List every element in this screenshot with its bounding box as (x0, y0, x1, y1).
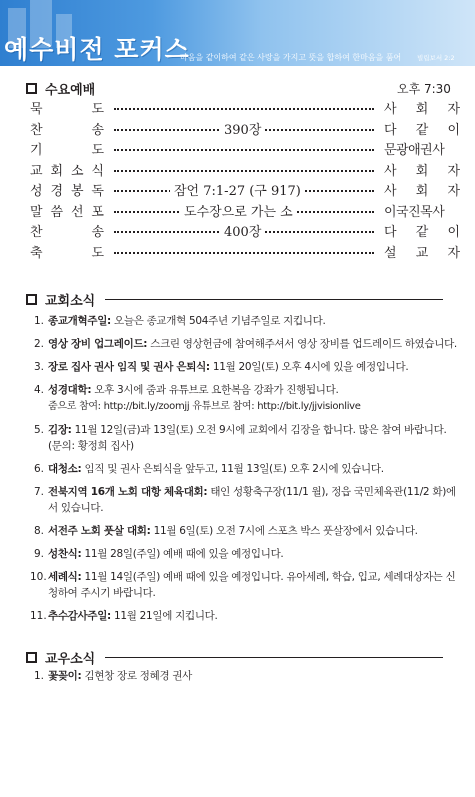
news-item-body: 11월 14일(주일) 예배 때에 있을 예정입니다. 유아세례, 학습, 입교, 세례대상자는 신청하여 주시기 바랍니다. (48, 571, 456, 599)
order-leader-char: 자 (447, 184, 460, 199)
order-item-label (30, 221, 104, 240)
order-leader-char: 회 (415, 184, 429, 199)
order-label-char: 송 (91, 225, 104, 240)
order-item-leader (384, 160, 460, 179)
order-leader-char: 다 (384, 225, 397, 240)
order-leader-char: 이 (447, 122, 460, 138)
worship-order-row (30, 221, 458, 241)
news-item-heading: 추수감사주일: (48, 610, 111, 622)
order-label-char: 도 (91, 143, 104, 158)
news-item-body: 11월 28일(주일) 예배 때에 있을 예정입니다. (81, 548, 284, 560)
worship-order-row (30, 201, 458, 221)
order-leader-char: 자 (447, 163, 460, 179)
member-news-title: 교우소식 (45, 652, 96, 667)
news-item-number: 8. (33, 525, 44, 537)
news-item (30, 668, 462, 684)
news-item-heading: 장로 집사 권사 임직 및 권사 은퇴식: (48, 361, 210, 373)
news-item (30, 461, 462, 477)
dotted-leader (114, 252, 374, 254)
news-item-body: 임직 및 권사 은퇴식을 앞두고, 11월 13일(토) 오후 2시에 있습니다. (81, 463, 384, 475)
news-item-body: 태인 성황축구장(11/1 월), 정읍 국민체육관(11/2 화)에서 있습니다. (48, 486, 456, 514)
order-label-char: 식 (91, 163, 104, 179)
banner-verse-ref: 빌립보서 2:2 (417, 54, 455, 62)
order-label-char: 말 (30, 204, 43, 220)
order-leader-char: 사 (384, 163, 397, 179)
news-item-number: 5. (33, 424, 44, 436)
order-item-label (30, 242, 104, 261)
order-label-char: 기 (30, 143, 43, 158)
dotted-leader (114, 149, 374, 151)
news-item (30, 422, 462, 454)
news-item-number: 1. (33, 315, 44, 327)
news-item-number: 2. (33, 338, 44, 350)
checkbox-square-icon (26, 294, 37, 305)
news-item-text (48, 461, 462, 477)
order-label-char: 축 (30, 245, 43, 261)
order-label-char: 송 (91, 122, 104, 138)
worship-order-row (30, 180, 458, 200)
order-leader-char: 사 (384, 102, 397, 117)
order-item-leader (384, 221, 460, 240)
worship-time: 오후 7:30 (397, 82, 451, 96)
news-item-heading: 종교개혁주일: (48, 315, 111, 327)
order-item-label (30, 180, 104, 199)
news-item-body: 11월 12일(금)과 13일(토) 오전 9시에 교회에서 김장을 합니다. 많은 참여 바랍니다. (문의: 황정희 집사) (48, 424, 447, 452)
divider-line (105, 657, 443, 658)
news-item-body: 11월 21일에 지킵니다. (110, 610, 218, 622)
news-item-text (48, 484, 462, 516)
order-leader-char: 이 (447, 225, 460, 240)
church-news-header (26, 290, 443, 309)
news-item (30, 313, 462, 329)
order-item-leader (384, 180, 460, 199)
news-item-text (48, 422, 462, 454)
news-item (30, 608, 462, 624)
order-leader-char: 같 (415, 225, 429, 240)
news-item-number: 9. (33, 548, 44, 560)
worship-order-row (30, 160, 458, 180)
news-item-text (48, 359, 462, 375)
banner-title: 예수비전 포커스 (4, 35, 190, 64)
order-label-char: 경 (50, 184, 64, 199)
dotted-leader (114, 108, 374, 110)
news-item-number: 3. (33, 361, 44, 373)
order-leader-char: 설 (384, 245, 397, 261)
order-item-label (30, 98, 104, 117)
divider-line (105, 299, 443, 300)
news-item-body: 오후 3시에 줌과 유튜브로 요한복음 강좌가 진행됩니다. (91, 384, 339, 396)
news-item-body: 11월 20일(토) 오후 4시에 있을 예정입니다. (209, 361, 409, 373)
news-item-heading: 서전주 노회 풋살 대회: (48, 525, 151, 537)
order-label-char: 찬 (30, 122, 43, 138)
news-item-text (48, 668, 462, 684)
order-label-char: 도 (91, 102, 104, 117)
news-item-number: 4. (33, 384, 44, 396)
news-item-heading: 김장: (48, 424, 72, 436)
order-leader-char: 다 (384, 122, 397, 138)
news-item (30, 484, 462, 516)
order-item-leader: 이국진목사 (384, 204, 445, 220)
order-leader-char: 자 (447, 245, 460, 261)
news-item-text (48, 313, 462, 329)
news-item-heading: 전북지역 16개 노회 대항 체육대회: (48, 486, 208, 498)
news-item-body: 김현창 장로 정혜경 권사 (81, 670, 193, 682)
news-item-text (48, 523, 462, 539)
church-news-title: 교회소식 (45, 294, 96, 309)
news-item-heading: 꽃꽂이: (48, 670, 82, 682)
checkbox-square-icon (26, 652, 37, 663)
news-item-number: 11. (30, 610, 47, 622)
news-item-text (48, 336, 462, 352)
news-item-body: 스크린 영상헌금에 참여해주셔서 영상 장비를 업드레이드 하였습니다. (147, 338, 457, 350)
news-item (30, 569, 462, 601)
order-label-char: 선 (70, 204, 84, 220)
news-item-links: 줌으로 참여: http://bit.ly/zoomjj 유튜브로 참여: http://bit.ly/jjvisionlive (48, 401, 361, 412)
order-item-detail: 390장 (220, 119, 265, 138)
order-item-leader (384, 242, 460, 261)
news-item-text (48, 569, 462, 601)
news-item (30, 546, 462, 562)
worship-order-row (30, 242, 458, 262)
header-banner (0, 0, 475, 66)
order-item-detail: 도수장으로 가는 소 (180, 201, 297, 220)
news-item-text (48, 382, 462, 415)
order-leader-char: 교 (415, 245, 429, 261)
order-item-detail: 잠언 7:1-27 (구 917) (170, 180, 305, 199)
order-item-label (30, 201, 104, 220)
news-item-text (48, 546, 462, 562)
news-item-heading: 대청소: (48, 463, 82, 475)
order-label-char: 찬 (30, 225, 43, 240)
order-leader-char: 같 (415, 122, 429, 138)
news-item-body: 11월 6일(토) 오전 7시에 스포츠 박스 풋살장에서 있습니다. (150, 525, 418, 537)
order-label-char: 봉 (70, 184, 84, 199)
news-item-heading: 세례식: (48, 571, 82, 583)
order-leader-char: 회 (415, 163, 429, 179)
order-item-leader: 문광애권사 (384, 143, 445, 158)
worship-order-row (30, 139, 458, 159)
news-item (30, 359, 462, 375)
news-item-heading: 성경대학: (48, 384, 92, 396)
order-label-char: 포 (91, 204, 104, 220)
order-item-leader (384, 98, 460, 117)
member-news-header (26, 648, 443, 667)
news-item-text (48, 608, 462, 624)
news-item-number: 7. (33, 486, 44, 498)
news-item (30, 523, 462, 539)
order-item-detail: 400장 (220, 221, 265, 240)
news-item-number: 1. (33, 670, 44, 682)
news-item-number: 10. (30, 571, 47, 583)
banner-subtitle: 마음을 같이하여 같은 사랑을 가지고 뜻을 합하여 한마음을 품어 (180, 53, 402, 62)
order-item-label (30, 160, 104, 179)
order-leader-char: 자 (447, 102, 460, 117)
order-item-label (30, 119, 104, 138)
order-label-char: 묵 (30, 102, 43, 117)
worship-order-row (30, 119, 458, 139)
news-item (30, 336, 462, 352)
order-label-char: 교 (30, 163, 43, 179)
order-item-label (30, 139, 104, 158)
news-item-body: 오늘은 종교개혁 504주년 기념주일로 지킵니다. (110, 315, 326, 327)
news-item-number: 6. (33, 463, 44, 475)
order-item-leader (384, 119, 460, 138)
order-label-char: 소 (70, 163, 84, 179)
news-item-heading: 영상 장비 업그레이드: (48, 338, 148, 350)
order-label-char: 회 (50, 163, 64, 179)
order-leader-char: 사 (384, 184, 397, 199)
news-item-heading: 성찬식: (48, 548, 82, 560)
news-item (30, 382, 462, 415)
order-label-char: 도 (91, 245, 104, 261)
order-label-char: 씀 (50, 204, 64, 220)
checkbox-square-icon (26, 83, 37, 94)
worship-order-row (30, 98, 458, 118)
dotted-leader (114, 170, 374, 172)
order-label-char: 독 (91, 184, 104, 199)
order-leader-char: 회 (415, 102, 429, 117)
worship-section-header (26, 79, 95, 98)
worship-title: 수요예배 (45, 83, 96, 98)
order-label-char: 성 (30, 184, 43, 199)
